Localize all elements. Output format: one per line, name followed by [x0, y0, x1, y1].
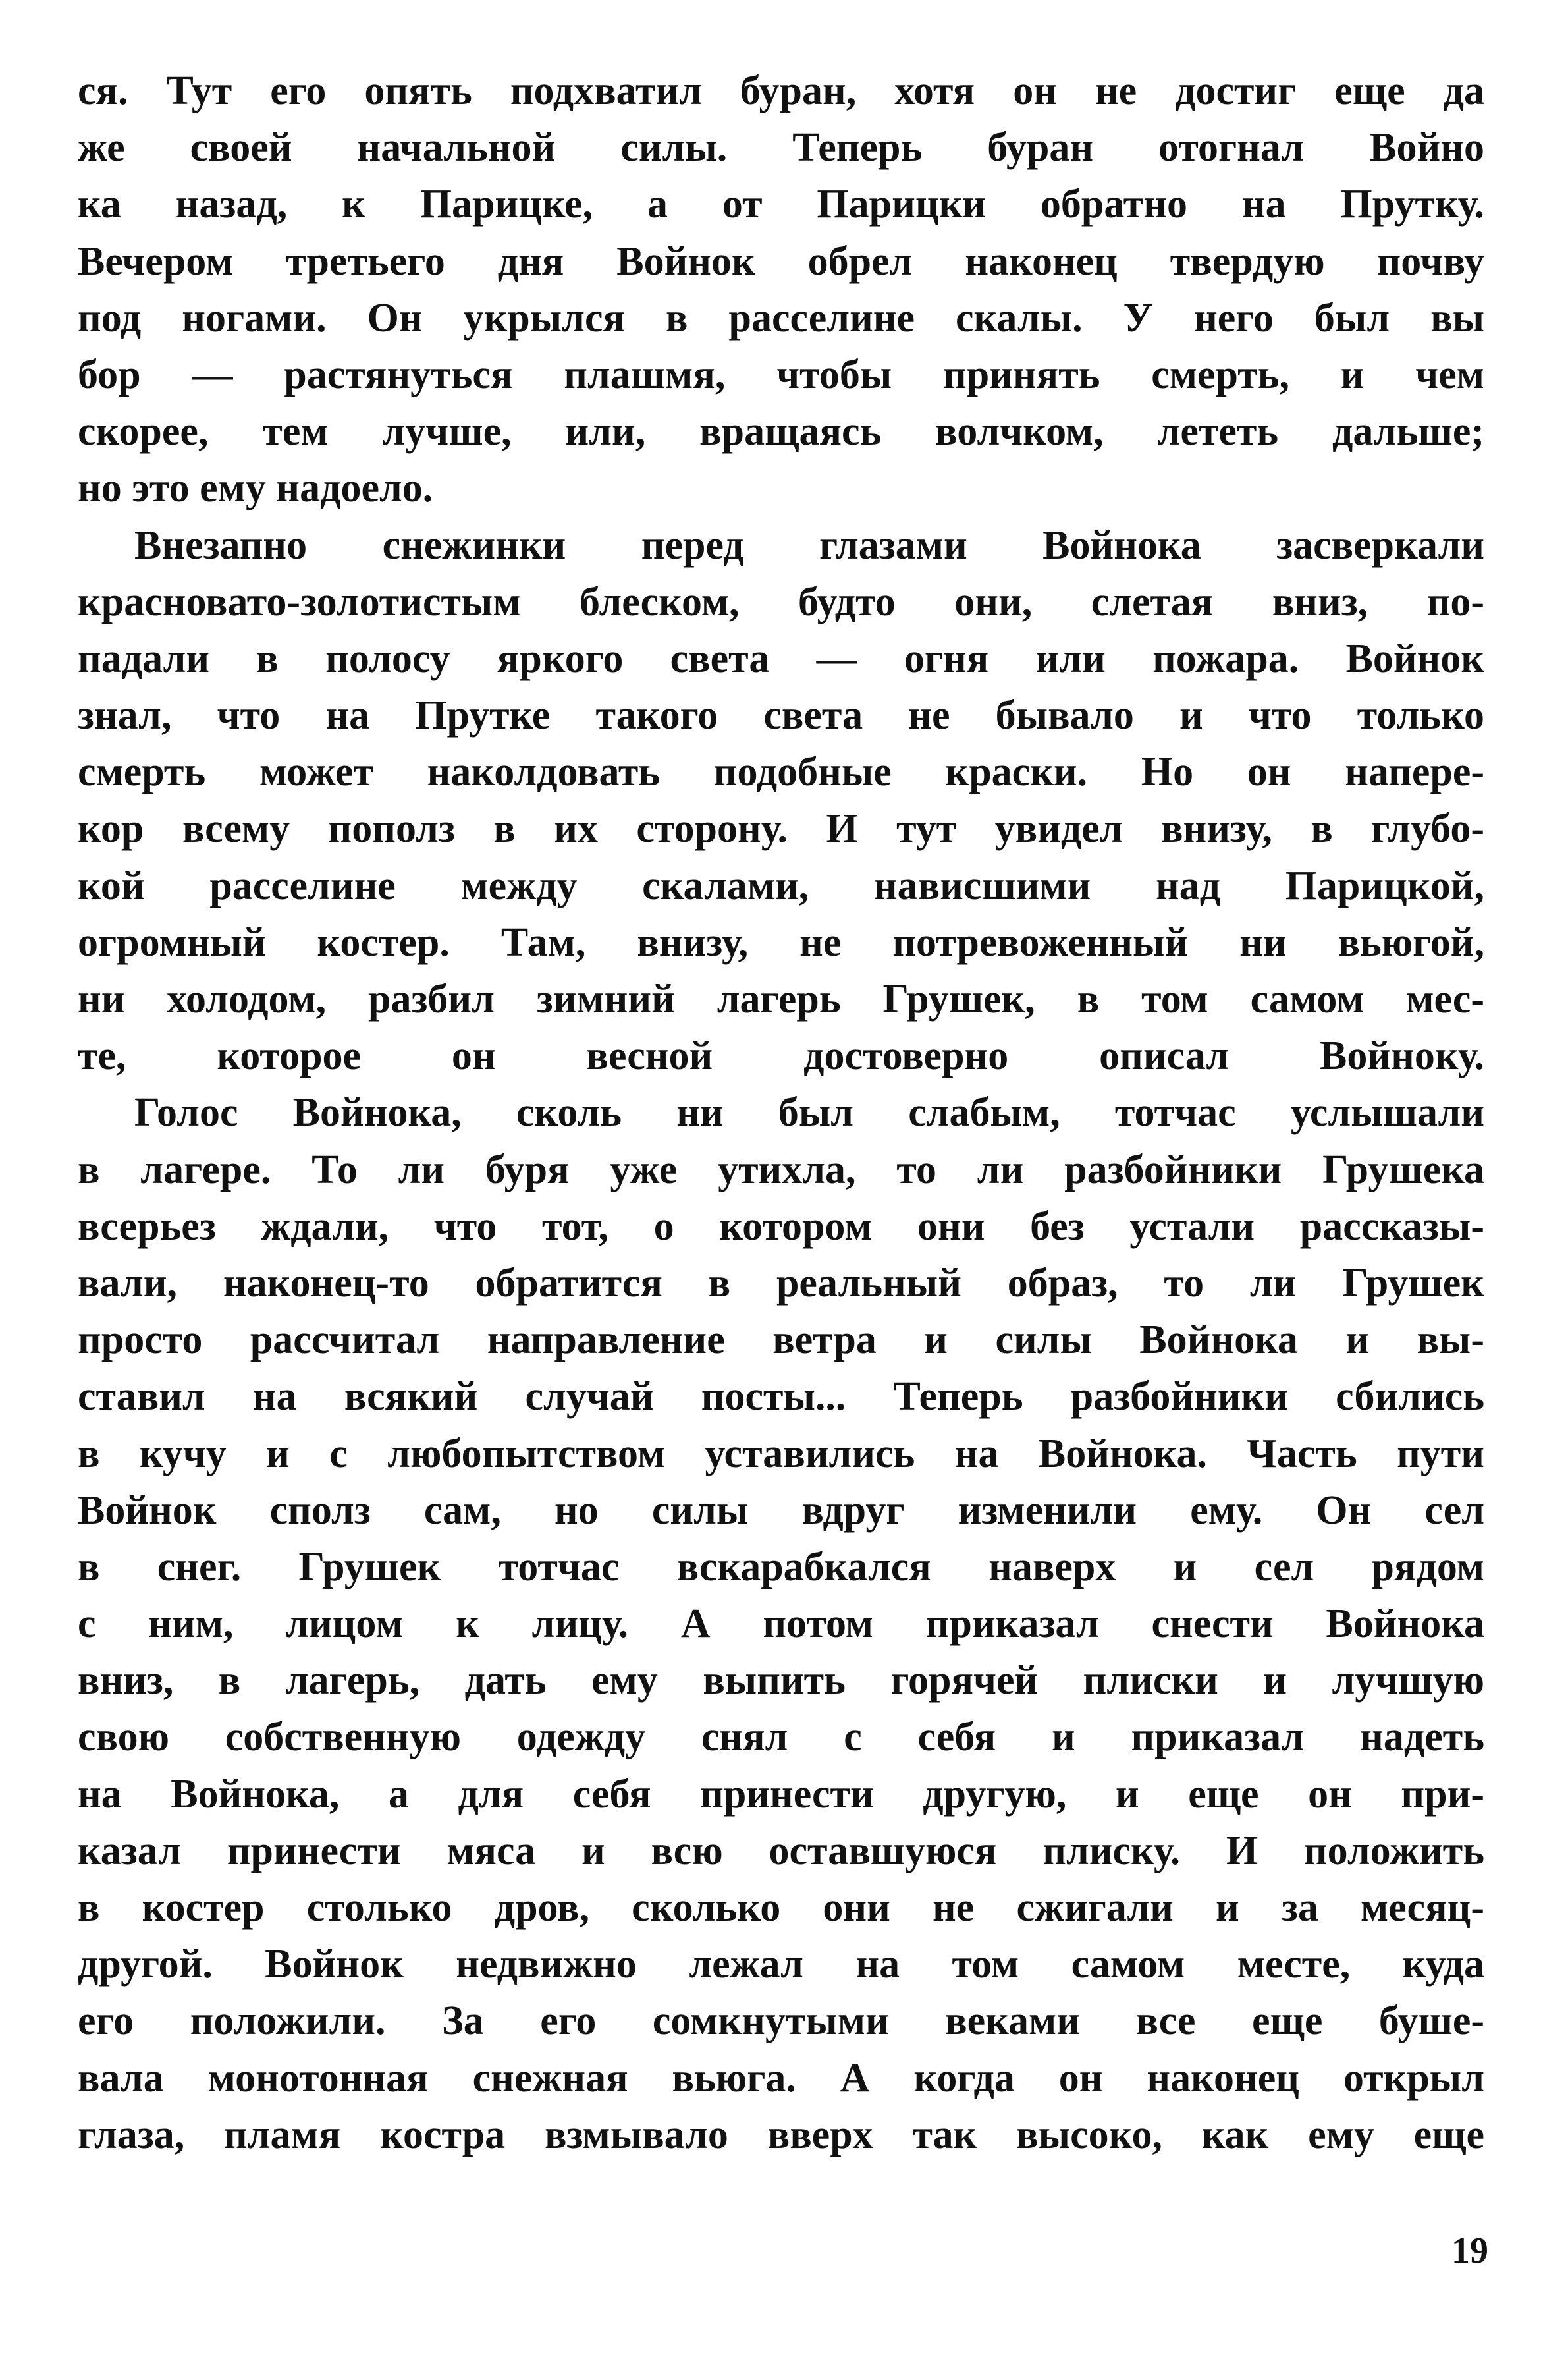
text-line: же своей начальной силы. Теперь буран отогнал Войно — [78, 125, 1484, 171]
text-line: казал принести мяса и всю оставшуюся плиску. И положить — [78, 1828, 1484, 1873]
text-line: на Войнока, а для себя принести другую, и еще он при- — [78, 1771, 1484, 1817]
text-line: в снег. Грушек тотчас вскарабкался наверх и сел рядом — [78, 1544, 1484, 1589]
text-line: кор всему пополз в их сторону. И тут увидел внизу, в глубо- — [78, 806, 1484, 852]
text-line: другой. Войнок недвижно лежал на том самом месте, куда — [78, 1942, 1484, 1987]
text-line: в лагере. То ли буря уже утихла, то ли разбойники Грушека — [78, 1147, 1484, 1192]
text-line: его положили. За его сомкнутыми веками все еще буше- — [78, 1999, 1484, 2044]
text-line: под ногами. Он укрылся в расселине скалы. У него был вы — [78, 295, 1484, 341]
text-line: скорее, тем лучше, или, вращаясь волчком, лететь дальше; — [78, 409, 1484, 455]
text-line: ся. Тут его опять подхватил буран, хотя он не достиг еще да — [78, 69, 1484, 113]
text-line: глаза, пламя костра взмывало вверх так высоко, как ему еще — [78, 2112, 1484, 2157]
text-line: вала монотонная снежная вьюга. А когда он наконец открыл — [78, 2055, 1484, 2101]
paragraph-3 — [78, 1084, 1484, 2163]
text-line: в костер столько дров, сколько они не сжигали и за месяц- — [78, 1885, 1484, 1930]
paragraph-2 — [78, 517, 1484, 1085]
text-line: красновато-золотистым блеском, будто они, слетая вниз, по- — [78, 579, 1484, 624]
text-line: бор — растянуться плашмя, чтобы принять смерть, и чем — [78, 352, 1484, 397]
text-line: с ним, лицом к лицу. А потом приказал снести Войнока — [78, 1601, 1484, 1647]
text-line: ставил на всякий случай посты... Теперь разбойники сбились — [78, 1374, 1484, 1420]
text-line: огромный костер. Там, внизу, не потревоженный ни вьюгой, — [78, 920, 1484, 965]
text-line: Вечером третьего дня Войнок обрел наконец твердую почву — [78, 238, 1484, 284]
text-line: ка назад, к Парицке, а от Парицки обратно на Прутку. — [78, 182, 1484, 227]
text-line: Войнок сполз сам, но силы вдруг изменили ему. Он сел — [78, 1487, 1484, 1533]
text-line: просто рассчитал направление ветра и силы Войнока и вы- — [78, 1317, 1484, 1363]
paragraph-1 — [78, 63, 1484, 517]
text-line: Внезапно снежинки перед глазами Войнока засверкали — [134, 522, 1484, 568]
text-line: смерть может наколдовать подобные краски. Но он напере- — [78, 750, 1484, 795]
text-line: знал, что на Прутке такого света не бывало и что только — [78, 693, 1484, 738]
text-line: в кучу и с любопытством уставились на Войнока. Часть пути — [78, 1431, 1484, 1476]
page-number: 19 — [1451, 2230, 1488, 2271]
text-line: ни холодом, разбил зимний лагерь Грушек, в том самом мес- — [78, 977, 1484, 1022]
text-line: кой расселине между скалами, нависшими над Парицкой, — [78, 863, 1484, 908]
text-line: Голос Войнока, сколь ни был слабым, тотчас услышали — [134, 1090, 1484, 1136]
text-line: вали, наконец-то обратится в реальный образ, то ли Грушек — [78, 1260, 1484, 1306]
text-line: но это ему надоело. — [78, 466, 433, 511]
body-text — [78, 63, 1484, 2163]
text-line: вниз, в лагерь, дать ему выпить горячей плиски и лучшую — [78, 1658, 1484, 1703]
text-line: всерьез ждали, что тот, о котором они без устали рассказы- — [78, 1203, 1484, 1249]
text-line: те, которое он весной достоверно описал Войноку. — [78, 1034, 1484, 1079]
text-line: падали в полосу яркого света — огня или пожара. Войнок — [78, 636, 1484, 681]
text-line: свою собственную одежду снял с себя и приказал надеть — [78, 1715, 1484, 1760]
